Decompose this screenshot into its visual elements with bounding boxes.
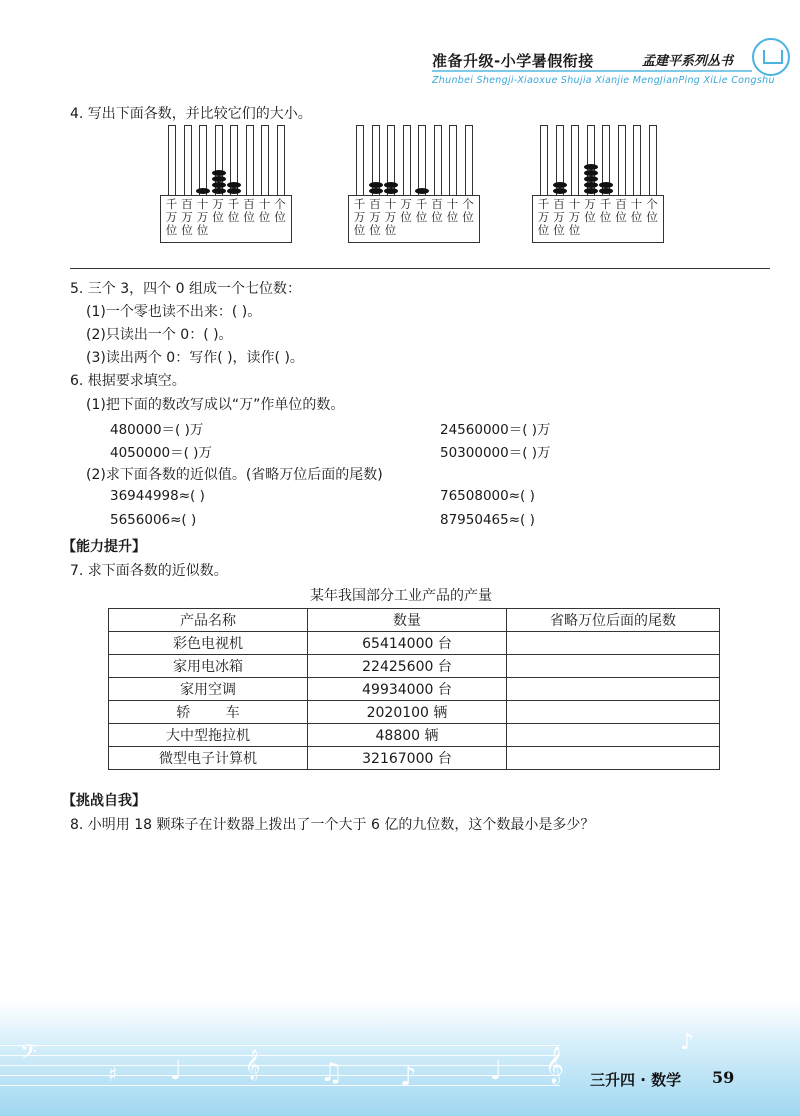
place-value-label: 千 位: [415, 197, 428, 224]
table-row: [109, 701, 720, 724]
product-name: 家用空调: [109, 678, 308, 701]
series-pinyin: Zhunbei Shengji-Xiaoxue Shujia Xianjie MengJianPing XiLie Congshu: [432, 75, 775, 86]
abacus-bead: [196, 188, 210, 194]
abacus-bead: [553, 182, 567, 188]
abacus-bead: [584, 170, 598, 176]
abacus-bead: [212, 170, 226, 176]
q6-part2: (2)求下面各数的近似值。(省略万位后面的尾数): [86, 467, 383, 483]
series-author: 孟建平系列丛书: [642, 54, 734, 69]
abacus: [532, 125, 666, 241]
q5-item-3: (3)读出两个 0：写作( )，读作( )。: [86, 350, 304, 366]
q6-prompt: 6. 根据要求填空。: [70, 373, 186, 389]
product-name: 家用电冰箱: [109, 655, 308, 678]
music-note-icon: ♫: [320, 1058, 344, 1088]
table-row: [109, 678, 720, 701]
table-title: 某年我国部分工业产品的产量: [310, 588, 492, 604]
product-name: 彩色电视机: [109, 632, 308, 655]
answer-cell[interactable]: [507, 747, 720, 770]
abacus: [348, 125, 482, 241]
place-value-label: 百 万 位: [181, 197, 193, 237]
place-value-label: 千 位: [599, 197, 612, 224]
table-row: [109, 655, 720, 678]
answer-cell[interactable]: [507, 724, 720, 747]
abacus-bead: [599, 188, 613, 194]
place-value-label: 十 位: [446, 197, 459, 224]
book-logo-icon: [752, 38, 790, 76]
place-value-label: 十 万 位: [196, 197, 209, 237]
q6-p1-item-2: 24560000＝( )万: [440, 422, 551, 438]
abacus-rod: [540, 125, 548, 196]
product-quantity: 2020100 辆: [308, 701, 507, 724]
header-product: 产品名称: [109, 609, 308, 632]
product-quantity: 65414000 台: [308, 632, 507, 655]
place-value-label: 千 万 位: [353, 197, 366, 237]
q7-prompt: 7. 求下面各数的近似数。: [70, 563, 228, 579]
answer-cell[interactable]: [507, 632, 720, 655]
abacus-rod: [571, 125, 579, 196]
place-value-label: 十 位: [630, 197, 643, 224]
q5-item-1: (1)一个零也读不出来：( )。: [86, 304, 262, 320]
footer-band: [0, 1000, 800, 1116]
abacus-rod: [168, 125, 176, 196]
table-header-row: [109, 609, 720, 632]
place-value-label: 十 万 位: [568, 197, 581, 237]
abacus-bead: [212, 176, 226, 182]
music-note-icon: ♪: [400, 1062, 417, 1092]
music-note-icon: ♩: [490, 1056, 503, 1086]
place-value-label: 个 位: [646, 197, 658, 224]
staff-line: [0, 1045, 560, 1046]
abacus-bead: [599, 182, 613, 188]
abacus-bead: [584, 188, 598, 194]
place-value-label: 个 位: [274, 197, 286, 224]
place-value-label: 万 位: [212, 197, 224, 224]
abacus-rod: [449, 125, 457, 196]
answer-cell[interactable]: [507, 701, 720, 724]
abacus: [160, 125, 294, 241]
q6-p1-item-3: 4050000＝( )万: [110, 445, 212, 461]
product-name: 微型电子计算机: [109, 747, 308, 770]
q6-p2-item-1: 36944998≈( ): [110, 488, 205, 504]
place-value-label: 十 万 位: [384, 197, 397, 237]
q6-p2-item-3: 5656006≈( ): [110, 512, 197, 528]
bass-clef-icon: 𝄢: [20, 1040, 37, 1070]
place-value-label: 个 位: [462, 197, 474, 224]
sharp-icon: ♯: [108, 1062, 118, 1086]
abacus-bead: [227, 182, 241, 188]
place-value-label: 百 位: [615, 197, 627, 224]
place-value-label: 百 位: [431, 197, 443, 224]
abacus-rod: [277, 125, 285, 196]
abacus-rod: [649, 125, 657, 196]
staff-line: [0, 1075, 560, 1076]
section-challenge: 【挑战自我】: [62, 793, 146, 809]
music-note-icon: ♩: [170, 1056, 183, 1086]
abacus-bead: [369, 182, 383, 188]
place-value-label: 千 万 位: [537, 197, 550, 237]
table-row: [109, 632, 720, 655]
place-value-label: 百 万 位: [369, 197, 381, 237]
table-row: [109, 747, 720, 770]
staff-line: [0, 1065, 560, 1066]
abacus-rod: [184, 125, 192, 196]
treble-clef-icon: 𝄞: [245, 1050, 261, 1080]
header-rule: [432, 70, 752, 72]
q6-p2-item-4: 87950465≈( ): [440, 512, 535, 528]
table-row: [109, 724, 720, 747]
abacus-rod: [434, 125, 442, 196]
abacus-bead: [384, 182, 398, 188]
series-title: 准备升级-小学暑假衔接: [432, 52, 594, 70]
abacus-bead: [369, 188, 383, 194]
product-name: 轿 车: [109, 701, 308, 724]
production-table: [108, 608, 720, 770]
answer-cell[interactable]: [507, 678, 720, 701]
abacus-rod: [246, 125, 254, 196]
divider: [70, 268, 770, 269]
abacus-rod: [618, 125, 626, 196]
abacus-bead: [584, 176, 598, 182]
q5-prompt: 5. 三个 3，四个 0 组成一个七位数：: [70, 281, 301, 297]
answer-cell[interactable]: [507, 655, 720, 678]
abacus-bead: [584, 164, 598, 170]
product-name: 大中型拖拉机: [109, 724, 308, 747]
header-quantity: 数量: [308, 609, 507, 632]
place-value-label: 千 位: [227, 197, 240, 224]
abacus-bead: [212, 182, 226, 188]
q6-p1-item-1: 480000＝( )万: [110, 422, 204, 438]
abacus-bead: [553, 188, 567, 194]
place-value-label: 万 位: [400, 197, 412, 224]
abacus-bead: [384, 188, 398, 194]
place-value-label: 百 位: [243, 197, 255, 224]
abacus-rod: [261, 125, 269, 196]
section-ability: 【能力提升】: [62, 539, 146, 555]
place-value-label: 万 位: [584, 197, 596, 224]
abacus-rod: [633, 125, 641, 196]
product-quantity: 49934000 台: [308, 678, 507, 701]
abacus-bead: [227, 188, 241, 194]
staff-line: [0, 1085, 560, 1086]
place-value-label: 十 位: [258, 197, 271, 224]
product-quantity: 48800 辆: [308, 724, 507, 747]
q5-item-2: (2)只读出一个 0：( )。: [86, 327, 233, 343]
q6-p2-item-2: 76508000≈( ): [440, 488, 535, 504]
treble-clef-icon: 𝄞: [545, 1045, 564, 1083]
abacus-bead: [212, 188, 226, 194]
q6-part1: (1)把下面的数改写成以“万”作单位的数。: [86, 397, 345, 413]
abacus-rod: [418, 125, 426, 196]
abacus-rod: [199, 125, 207, 196]
product-quantity: 22425600 台: [308, 655, 507, 678]
abacus-bead: [584, 182, 598, 188]
abacus-bead: [415, 188, 429, 194]
staff-line: [0, 1055, 560, 1056]
music-note-icon: ♪: [680, 1030, 695, 1055]
place-value-label: 千 万 位: [165, 197, 178, 237]
abacus-rod: [465, 125, 473, 196]
q8-prompt: 8. 小明用 18 颗珠子在计数器上拨出了一个大于 6 亿的九位数，这个数最小是多少？: [70, 817, 595, 833]
header-approx: 省略万位后面的尾数: [507, 609, 720, 632]
product-quantity: 32167000 台: [308, 747, 507, 770]
abacus-rod: [356, 125, 364, 196]
q6-p1-item-4: 50300000＝( )万: [440, 445, 551, 461]
grade-subject-label: 三升四 · 数学: [590, 1071, 682, 1089]
abacus-rod: [403, 125, 411, 196]
page-number: 59: [712, 1068, 735, 1087]
place-value-label: 百 万 位: [553, 197, 565, 237]
q4-prompt: 4. 写出下面各数，并比较它们的大小。: [70, 106, 312, 122]
